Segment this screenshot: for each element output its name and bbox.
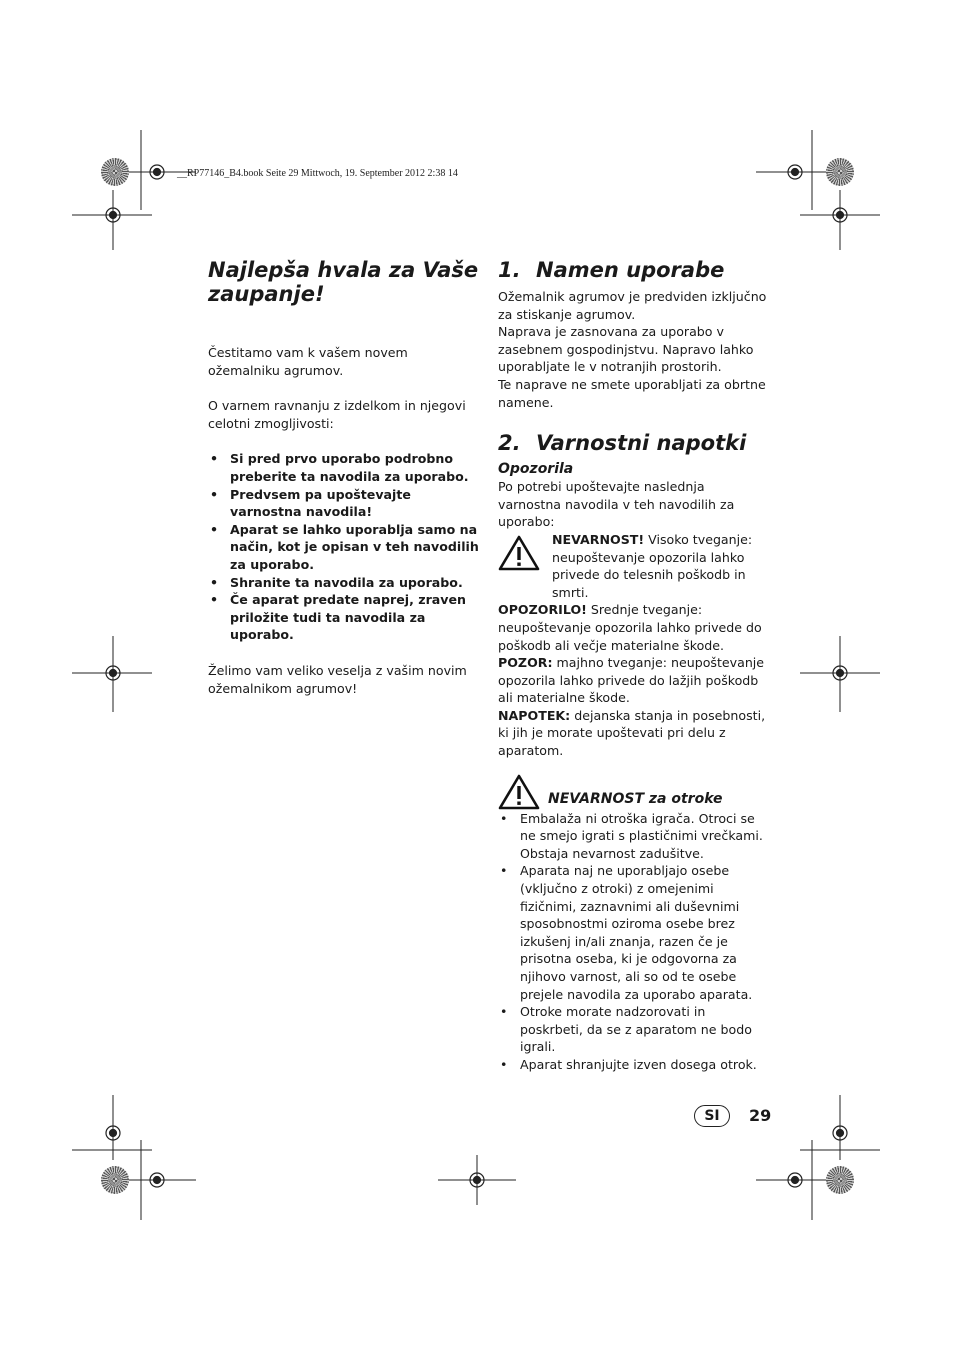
danger-label: NEVARNOST! — [552, 531, 645, 547]
left-title: Najlepša hvala za Vaše zaupanje! — [208, 258, 479, 306]
intended-use-paragraph: Naprava je zasnovana za uporabo v zasebnem gospodinjstvu. Napravo lahko uporabljate le v notranjih prostorih. — [498, 324, 754, 375]
page-number: 29 — [749, 1106, 772, 1125]
print-file-info: __RP77146_B4.book Seite 29 Mittwoch, 19. September 2012 2:38 14 — [177, 168, 458, 179]
section-2-title: Varnostni napotki — [536, 431, 747, 456]
bullet-item: • Embalaža ni otroška igrača. Otroci se ne smejo igrati s plastičnimi vrečkami. Obstaja nevarnost zadušitve. — [498, 810, 770, 863]
closing-paragraph: Želimo vam veliko veselja z vašim novim ožemalnikom agrumov! — [208, 662, 467, 696]
section-1-number: 1. — [498, 258, 521, 282]
registration-disc-icon — [101, 158, 129, 186]
caution-label: POZOR: — [498, 655, 553, 671]
bullet-item: • Če aparat predate naprej, zraven priložite tudi ta navodila za uporabo. — [208, 591, 483, 644]
bullet-item: • Predvsem pa upoštevajte varnostna navodila! — [208, 486, 483, 521]
bullet-item: • Otroke morate nadzorovati in poskrbeti, da se z aparatom ne bodo igrali. — [498, 1003, 770, 1056]
registration-disc-icon — [826, 1166, 854, 1194]
note-label: NAPOTEK: — [498, 707, 571, 723]
bullet-item: • Aparat shranjujte izven dosega otrok. — [498, 1056, 770, 1074]
language-badge: SI — [694, 1105, 730, 1127]
intended-use-paragraph: Ožemalnik agrumov je predviden izključno za stiskanje agrumov. — [498, 289, 767, 322]
bullet-item: • Aparat se lahko uporablja samo na način, kot je opisan v teh navodilih za uporabo. — [208, 521, 483, 574]
warnings-intro: Po potrebi upoštevajte naslednja varnostna navodila v teh navodilih za uporabo: — [498, 479, 735, 530]
safety-intro-paragraph: O varnem ravnanju z izdelkom in njegovi celotni zmogljivosti: — [208, 398, 466, 431]
bullet-item: • Shranite ta navodila za uporabo. — [208, 574, 483, 592]
section-2-number: 2. — [498, 431, 521, 456]
note-level-text: NAPOTEK: dejanska stanja in posebnosti, ki jih je morate upoštevati pri delu z aparatom. — [498, 707, 766, 759]
bullet-item: • Si pred prvo uporabo podrobno preberite ta navodila za uporabo. — [208, 450, 483, 485]
danger-text: NEVARNOST! Visoko tveganje: neupoštevanje opozorila lahko privede do telesnih poškodb in smrti. — [552, 531, 753, 600]
bullet-item: • Aparata naj ne uporabljajo osebe (vključno z otroki) z omejenimi fizičnimi, zaznavnimi ali duševnimi sposobnostmi oziroma osebe brez izkušenj in/ali znanja, razen če je prisotna oseba, ki je odgovorna za njihovo varnost, ali so od te osebe prejele navodila za uporabo aparata. — [498, 862, 770, 1003]
registration-disc-icon — [826, 158, 854, 186]
intended-use-paragraph: Te naprave ne smete uporabljati za obrtne namene. — [498, 376, 766, 410]
registration-disc-icon — [101, 1166, 129, 1194]
section-1-title: Namen uporabe — [536, 258, 725, 282]
intro-paragraph: Čestitamo vam k vašem novem ožemalniku agrumov. — [208, 345, 408, 378]
children-danger-title: NEVARNOST za otroke — [548, 790, 723, 807]
caution-level-text: POZOR: majhno tveganje: neupoštevanje opozorila lahko privede do lažjih poškodb ali materialne škode. — [498, 655, 765, 706]
warning-level-text: OPOZORILO! Srednje tveganje: neupoštevanje opozorila lahko privede do poškodb ali večje materialne škode. — [498, 602, 762, 653]
warnings-subheading: Opozorila — [498, 461, 574, 478]
warning-label: OPOZORILO! — [498, 602, 587, 618]
